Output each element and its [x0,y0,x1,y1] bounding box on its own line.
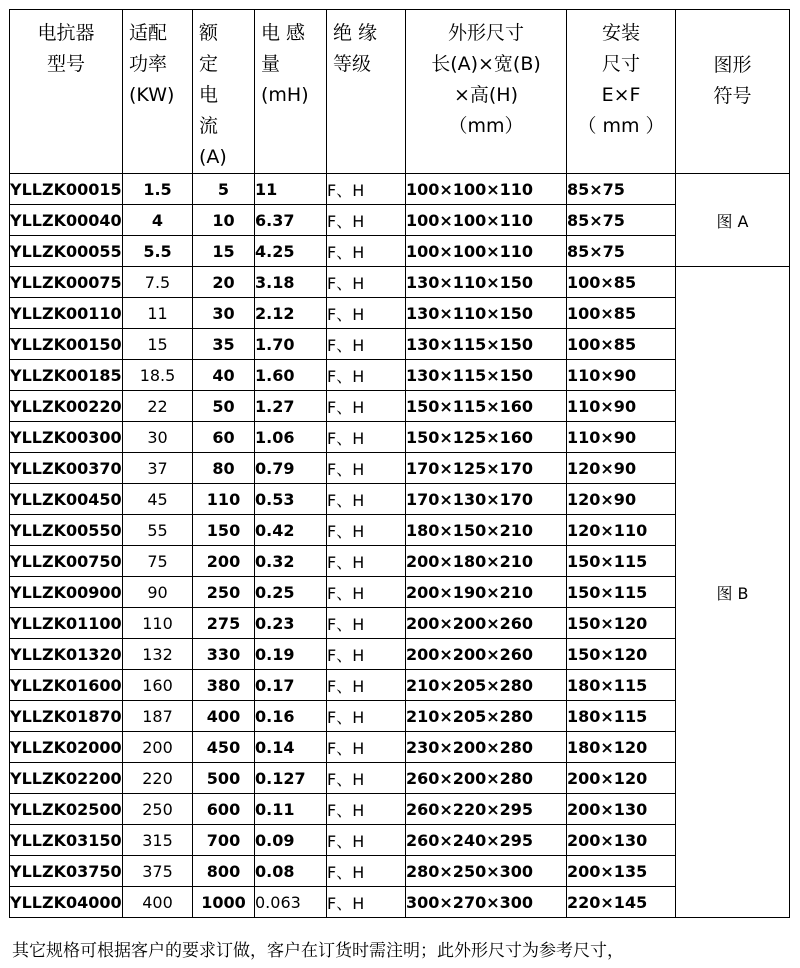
current-cell: 80 [193,453,255,484]
inductance-cell: 0.08 [255,856,327,887]
current-cell: 275 [193,608,255,639]
header-current-line: 额 [199,22,219,44]
power-cell: 55 [123,515,193,546]
insulation-cell: F、H [327,856,406,887]
mounting-cell: 120×90 [567,484,676,515]
dimensions-cell: 130×115×150 [406,360,567,391]
dimensions-cell: 200×200×260 [406,608,567,639]
insulation-cell: F、H [327,794,406,825]
table-row [10,608,790,639]
insulation-cell: F、H [327,236,406,267]
inductance-cell: 0.14 [255,732,327,763]
inductance-cell: 0.42 [255,515,327,546]
symbol-cell: 图 B [676,267,790,918]
power-cell: 4 [123,205,193,236]
header-row [10,10,790,174]
header-symbol-line: 图形 [713,54,752,76]
dimensions-cell: 100×100×110 [406,205,567,236]
header-current-line: 电 [199,84,219,106]
power-cell: 315 [123,825,193,856]
current-cell: 400 [193,701,255,732]
model-cell: YLLZK00550 [10,515,123,546]
dimensions-cell: 170×130×170 [406,484,567,515]
header-insulation [327,10,406,174]
insulation-cell: F、H [327,887,406,918]
dimensions-cell: 260×200×280 [406,763,567,794]
current-cell: 700 [193,825,255,856]
current-cell: 500 [193,763,255,794]
table-row [10,794,790,825]
inductance-cell: 0.17 [255,670,327,701]
dimensions-cell: 210×205×280 [406,670,567,701]
insulation-cell: F、H [327,639,406,670]
current-cell: 450 [193,732,255,763]
model-cell: YLLZK00150 [10,329,123,360]
power-cell: 375 [123,856,193,887]
header-power-line: 功率 [129,53,168,75]
power-cell: 187 [123,701,193,732]
power-cell: 22 [123,391,193,422]
mounting-cell: 150×120 [567,608,676,639]
header-symbol [676,10,790,174]
current-cell: 800 [193,856,255,887]
table-row [10,763,790,794]
dimensions-cell: 280×250×300 [406,856,567,887]
header-dimensions-line: ×高(H) [453,84,519,106]
table-row [10,205,790,236]
table-row [10,639,790,670]
inductance-cell: 1.60 [255,360,327,391]
power-cell: 132 [123,639,193,670]
mounting-cell: 150×115 [567,577,676,608]
model-cell: YLLZK00185 [10,360,123,391]
table-row [10,670,790,701]
table-row [10,391,790,422]
inductance-cell: 0.09 [255,825,327,856]
dimensions-cell: 230×200×280 [406,732,567,763]
model-cell: YLLZK00220 [10,391,123,422]
mounting-cell: 120×110 [567,515,676,546]
power-cell: 11 [123,298,193,329]
model-cell: YLLZK00110 [10,298,123,329]
mounting-cell: 100×85 [567,329,676,360]
current-cell: 60 [193,422,255,453]
inductance-cell: 1.70 [255,329,327,360]
insulation-cell: F、H [327,546,406,577]
header-mounting-line: E×F [601,84,641,106]
header-dimensions [406,10,567,174]
mounting-cell: 85×75 [567,174,676,205]
inductance-cell: 0.79 [255,453,327,484]
power-cell: 45 [123,484,193,515]
table-row [10,701,790,732]
power-cell: 250 [123,794,193,825]
inductance-cell: 0.32 [255,546,327,577]
insulation-cell: F、H [327,701,406,732]
dimensions-cell: 200×200×260 [406,639,567,670]
table-row [10,515,790,546]
mounting-cell: 150×115 [567,546,676,577]
header-insulation-line: 等级 [333,53,372,75]
power-cell: 90 [123,577,193,608]
insulation-cell: F、H [327,205,406,236]
current-cell: 250 [193,577,255,608]
inductance-cell: 2.12 [255,298,327,329]
header-insulation-line: 绝 缘 [333,22,378,44]
mounting-cell: 200×135 [567,856,676,887]
power-cell: 30 [123,422,193,453]
current-cell: 30 [193,298,255,329]
table-row [10,825,790,856]
model-cell: YLLZK00040 [10,205,123,236]
insulation-cell: F、H [327,608,406,639]
table-row [10,732,790,763]
insulation-cell: F、H [327,515,406,546]
inductance-cell: 11 [255,174,327,205]
mounting-cell: 200×130 [567,794,676,825]
header-power-line: 适配 [129,22,168,44]
model-cell: YLLZK00055 [10,236,123,267]
current-cell: 50 [193,391,255,422]
inductance-cell: 0.53 [255,484,327,515]
mounting-cell: 100×85 [567,267,676,298]
header-dimensions-line: 外形尺寸 [447,22,524,44]
dimensions-cell: 260×240×295 [406,825,567,856]
model-cell: YLLZK01600 [10,670,123,701]
dimensions-cell: 180×150×210 [406,515,567,546]
mounting-cell: 180×120 [567,732,676,763]
current-cell: 35 [193,329,255,360]
current-cell: 110 [193,484,255,515]
header-mounting-line: 安装 [601,22,640,44]
power-cell: 220 [123,763,193,794]
current-cell: 40 [193,360,255,391]
model-cell: YLLZK00370 [10,453,123,484]
table-row [10,546,790,577]
model-cell: YLLZK00750 [10,546,123,577]
model-cell: YLLZK00015 [10,174,123,205]
header-mounting-line: （ mm ） [577,115,665,137]
model-cell: YLLZK04000 [10,887,123,918]
power-cell: 37 [123,453,193,484]
dimensions-cell: 130×110×150 [406,298,567,329]
header-current [193,10,255,174]
symbol-cell: 图 A [676,174,790,267]
table-row [10,267,790,298]
insulation-cell: F、H [327,825,406,856]
insulation-cell: F、H [327,329,406,360]
insulation-cell: F、H [327,484,406,515]
header-dimensions-line: 长(A)×宽(B) [431,53,541,75]
table-row [10,484,790,515]
power-cell: 160 [123,670,193,701]
dimensions-cell: 210×205×280 [406,701,567,732]
current-cell: 1000 [193,887,255,918]
model-cell: YLLZK01870 [10,701,123,732]
mounting-cell: 100×85 [567,298,676,329]
dimensions-cell: 100×100×110 [406,236,567,267]
power-cell: 110 [123,608,193,639]
model-cell: YLLZK01100 [10,608,123,639]
mounting-cell: 200×130 [567,825,676,856]
dimensions-cell: 200×180×210 [406,546,567,577]
header-power [123,10,193,174]
inductance-cell: 0.063 [255,887,327,918]
model-cell: YLLZK03150 [10,825,123,856]
table-row [10,422,790,453]
power-cell: 1.5 [123,174,193,205]
header-inductance-line: 量 [261,53,281,75]
inductance-cell: 0.11 [255,794,327,825]
mounting-cell: 110×90 [567,422,676,453]
current-cell: 200 [193,546,255,577]
mounting-cell: 180×115 [567,701,676,732]
dimensions-cell: 300×270×300 [406,887,567,918]
power-cell: 200 [123,732,193,763]
header-symbol-line: 符号 [713,85,752,107]
table-row [10,236,790,267]
insulation-cell: F、H [327,453,406,484]
current-cell: 380 [193,670,255,701]
table-row [10,453,790,484]
table-row [10,298,790,329]
model-cell: YLLZK02200 [10,763,123,794]
table-row [10,360,790,391]
power-cell: 18.5 [123,360,193,391]
power-cell: 5.5 [123,236,193,267]
header-model-line: 型号 [46,53,85,75]
current-cell: 600 [193,794,255,825]
header-inductance-line: (mH) [261,84,309,106]
inductance-cell: 6.37 [255,205,327,236]
mounting-cell: 150×120 [567,639,676,670]
insulation-cell: F、H [327,732,406,763]
inductance-cell: 0.16 [255,701,327,732]
table-row [10,856,790,887]
table-row [10,174,790,205]
power-cell: 75 [123,546,193,577]
insulation-cell: F、H [327,174,406,205]
reactor-spec-table [9,9,790,918]
inductance-cell: 4.25 [255,236,327,267]
inductance-cell: 1.27 [255,391,327,422]
insulation-cell: F、H [327,670,406,701]
dimensions-cell: 130×115×150 [406,329,567,360]
header-current-line: 定 [199,53,219,75]
current-cell: 15 [193,236,255,267]
inductance-cell: 0.23 [255,608,327,639]
table-row [10,887,790,918]
header-current-line: (A) [199,146,227,168]
power-cell: 15 [123,329,193,360]
table-row [10,577,790,608]
current-cell: 5 [193,174,255,205]
header-inductance-line: 电 感 [261,22,306,44]
inductance-cell: 0.25 [255,577,327,608]
insulation-cell: F、H [327,763,406,794]
dimensions-cell: 150×115×160 [406,391,567,422]
inductance-cell: 3.18 [255,267,327,298]
inductance-cell: 0.127 [255,763,327,794]
power-cell: 7.5 [123,267,193,298]
header-mounting [567,10,676,174]
mounting-cell: 85×75 [567,205,676,236]
dimensions-cell: 130×110×150 [406,267,567,298]
insulation-cell: F、H [327,422,406,453]
dimensions-cell: 260×220×295 [406,794,567,825]
mounting-cell: 120×90 [567,453,676,484]
header-power-line: (KW) [129,84,175,106]
model-cell: YLLZK00450 [10,484,123,515]
insulation-cell: F、H [327,577,406,608]
mounting-cell: 180×115 [567,670,676,701]
current-cell: 20 [193,267,255,298]
dimensions-cell: 170×125×170 [406,453,567,484]
insulation-cell: F、H [327,298,406,329]
power-cell: 400 [123,887,193,918]
dimensions-cell: 100×100×110 [406,174,567,205]
mounting-cell: 110×90 [567,391,676,422]
dimensions-cell: 150×125×160 [406,422,567,453]
current-cell: 330 [193,639,255,670]
mounting-cell: 200×120 [567,763,676,794]
inductance-cell: 1.06 [255,422,327,453]
header-model-line: 电抗器 [37,22,95,44]
insulation-cell: F、H [327,391,406,422]
current-cell: 150 [193,515,255,546]
model-cell: YLLZK00075 [10,267,123,298]
dimensions-cell: 200×190×210 [406,577,567,608]
model-cell: YLLZK02500 [10,794,123,825]
model-cell: YLLZK01320 [10,639,123,670]
header-current-line: 流 [199,115,219,137]
header-inductance [255,10,327,174]
insulation-cell: F、H [327,360,406,391]
model-cell: YLLZK00900 [10,577,123,608]
header-dimensions-line: （mm） [448,115,524,137]
mounting-cell: 85×75 [567,236,676,267]
model-cell: YLLZK02000 [10,732,123,763]
header-mounting-line: 尺寸 [601,53,640,75]
inductance-cell: 0.19 [255,639,327,670]
table-row [10,329,790,360]
model-cell: YLLZK03750 [10,856,123,887]
model-cell: YLLZK00300 [10,422,123,453]
mounting-cell: 220×145 [567,887,676,918]
footnote: 其它规格可根据客户的要求订做，客户在订货时需注明；此外形尺寸为参考尺寸， [12,941,624,961]
current-cell: 10 [193,205,255,236]
insulation-cell: F、H [327,267,406,298]
mounting-cell: 110×90 [567,360,676,391]
header-model [10,10,123,174]
